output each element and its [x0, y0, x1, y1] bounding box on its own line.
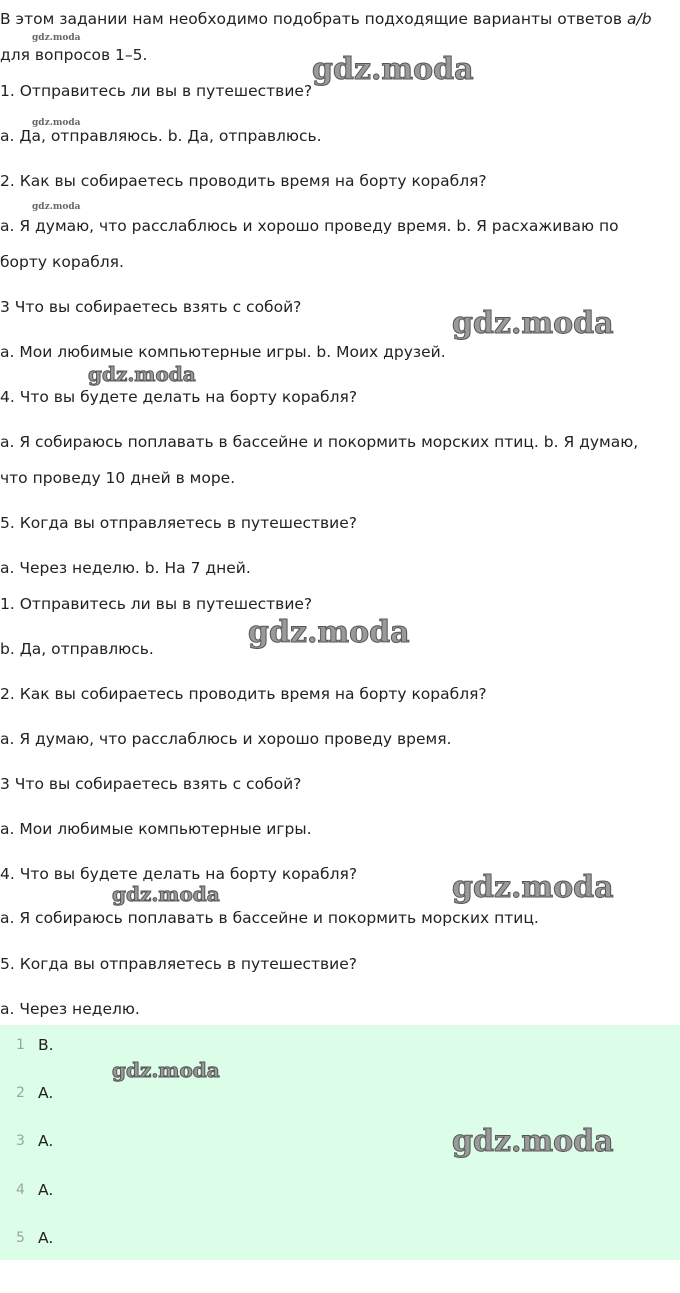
- answer-3: а. Мои любимые компьютерные игры. b. Моих друзей.: [0, 343, 446, 361]
- watermark-logo: gdz.moda: [112, 1058, 220, 1082]
- intro-text: В этом задании нам необходимо подобрать подходящие варианты ответов a/b: [0, 10, 652, 28]
- intro-text-cont: для вопросов 1–5.: [0, 46, 148, 64]
- question-2: 2. Как вы собираетесь проводить время на борту корабля?: [0, 172, 487, 190]
- answer-2-cont: борту корабля.: [0, 253, 124, 271]
- answer-key-value: A.: [38, 1229, 54, 1247]
- answer-2: а. Я думаю, что расслаблюсь и хорошо проведу время. b. Я расхаживаю по: [0, 217, 619, 235]
- question-2-repeat: 2. Как вы собираетесь проводить время на борту корабля?: [0, 685, 487, 703]
- watermark-logo: gdz.moda: [112, 882, 220, 906]
- watermark-logo: gdz.moda: [32, 33, 81, 43]
- answer-4-cont: что проведу 10 дней в море.: [0, 469, 236, 487]
- answer-key-value: A.: [38, 1132, 54, 1150]
- answer-4-chosen: а. Я собираюсь поплавать в бассейне и покормить морских птиц.: [0, 909, 539, 927]
- watermark-logo: gdz.moda: [32, 118, 81, 128]
- answer-key-number: 5: [16, 1230, 25, 1246]
- answer-5-chosen: а. Через неделю.: [0, 1000, 140, 1018]
- answer-4: а. Я собираюсь поплавать в бассейне и покормить морских птиц. b. Я думаю,: [0, 433, 639, 451]
- answer-1-chosen: b. Да, отправлюсь.: [0, 640, 154, 658]
- answer-key-number: 1: [16, 1037, 25, 1053]
- question-3-repeat: 3 Что вы собираетесь взять с собой?: [0, 775, 302, 793]
- question-3: 3 Что вы собираетесь взять с собой?: [0, 298, 302, 316]
- answer-3-chosen: а. Мои любимые компьютерные игры.: [0, 820, 312, 838]
- answer-5: а. Через неделю. b. На 7 дней.: [0, 559, 251, 577]
- question-4: 4. Что вы будете делать на борту корабля?: [0, 388, 358, 406]
- question-1-repeat: 1. Отправитесь ли вы в путешествие?: [0, 595, 313, 613]
- answer-key-number: 3: [16, 1133, 25, 1149]
- question-4-repeat: 4. Что вы будете делать на борту корабля?: [0, 865, 358, 883]
- watermark-logo: gdz.moda: [88, 362, 196, 386]
- answer-key-value: A.: [38, 1181, 54, 1199]
- watermark-logo: gdz.moda: [248, 615, 410, 650]
- watermark-logo: gdz.moda: [32, 202, 81, 212]
- watermark-logo: gdz.moda: [452, 870, 614, 905]
- question-5: 5. Когда вы отправляетесь в путешествие?: [0, 514, 357, 532]
- answer-key-number: 2: [16, 1085, 25, 1101]
- watermark-logo: gdz.moda: [312, 52, 474, 87]
- answer-key-value: B.: [38, 1036, 54, 1054]
- watermark-logo: gdz.moda: [452, 1124, 614, 1159]
- watermark-logo: gdz.moda: [452, 306, 614, 341]
- answer-key-number: 4: [16, 1182, 25, 1198]
- answer-1: а. Да, отправляюсь. b. Да, отправлюсь.: [0, 127, 322, 145]
- answer-key-value: A.: [38, 1084, 54, 1102]
- intro-ab: a/b: [626, 10, 652, 28]
- question-5-repeat: 5. Когда вы отправляетесь в путешествие?: [0, 955, 357, 973]
- answer-2-chosen: а. Я думаю, что расслаблюсь и хорошо проведу время.: [0, 730, 452, 748]
- question-1: 1. Отправитесь ли вы в путешествие?: [0, 82, 313, 100]
